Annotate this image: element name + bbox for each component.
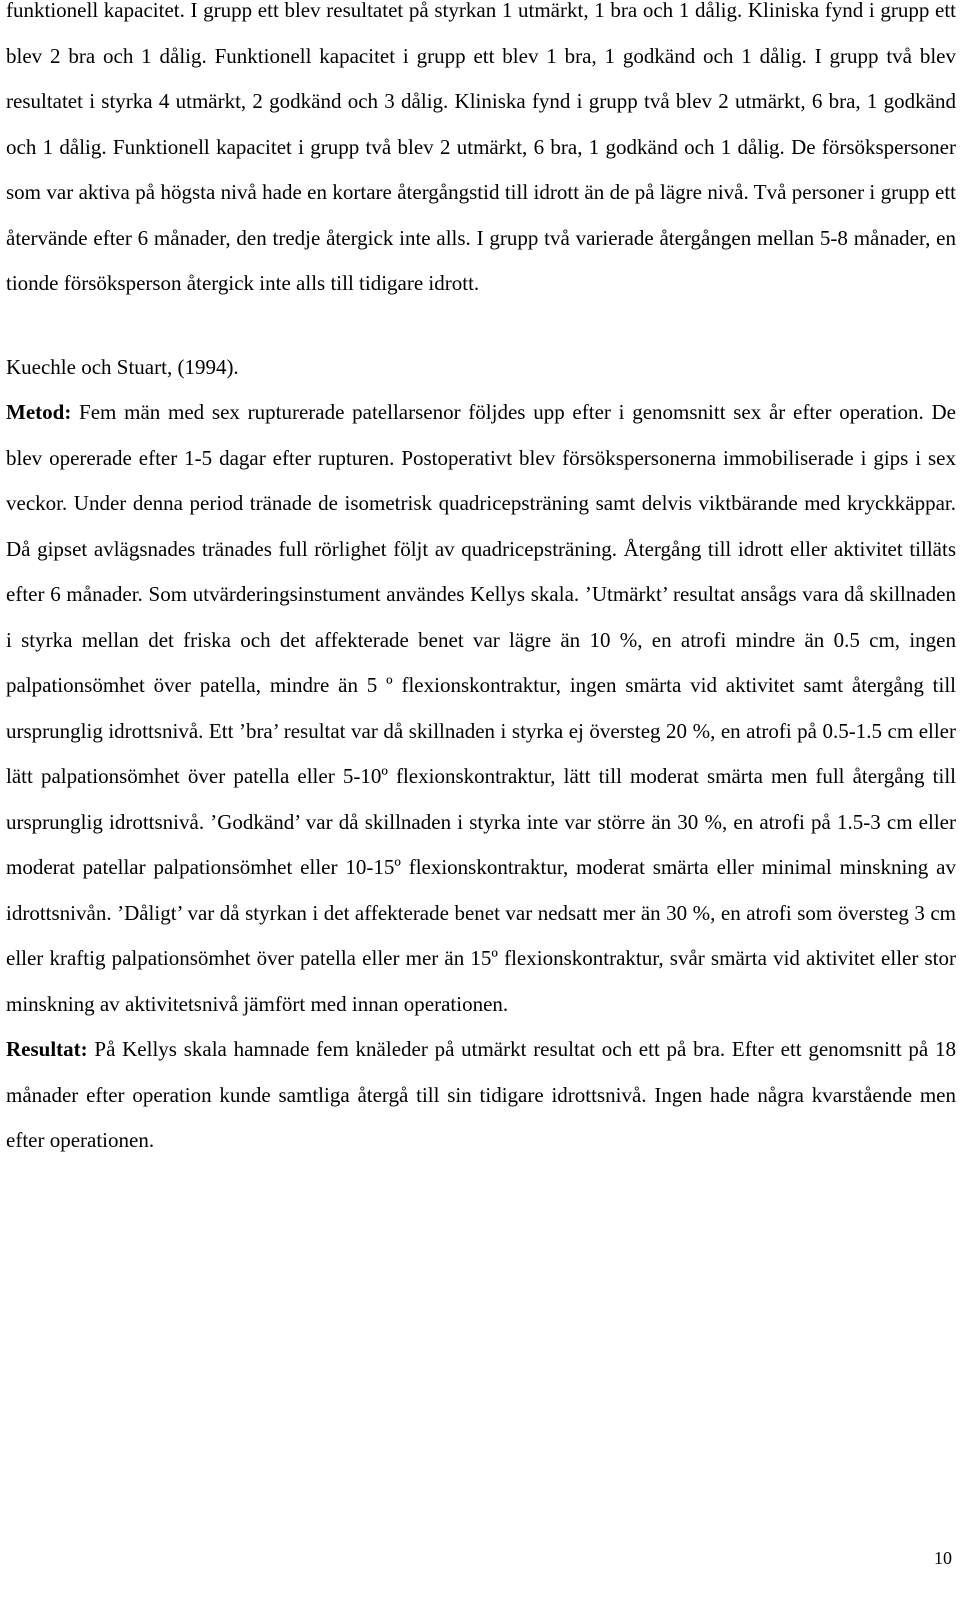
result-text: På Kellys skala hamnade fem knäleder på utmärkt resultat och ett på bra. Efter ett genomsnitt på 18 månader efter operation kunde samtliga återgå till sin tidigare idrottsnivå. Ingen hade några kvarstående men efter operationen. xyxy=(6,1037,956,1152)
page-number: 10 xyxy=(934,1548,952,1568)
result-label: Resultat: xyxy=(6,1037,88,1061)
reference-heading: Kuechle och Stuart, (1994). xyxy=(6,354,239,379)
method-paragraph xyxy=(6,390,956,1027)
paragraph-gap xyxy=(6,307,956,345)
result-paragraph xyxy=(6,1027,956,1164)
method-label: Metod: xyxy=(6,400,72,424)
document-page xyxy=(6,0,956,1164)
method-text: Fem män med sex rupturerade patellarsenor följdes upp efter i genomsnitt sex år efter operation. De blev opererade efter 1-5 dagar efter rupturen. Postoperativt blev försökspersonerna immobiliserade i gips i sex veckor. Under denna period tränade de isometrisk quadricepsträning samt delvis viktbärande med kryckkäppar. Då gipset avlägsnades tränades full rörlighet följt av quadricepsträning. Återgång till idrott eller aktivitet tilläts efter 6 månader. Som utvärderingsinstument användes Kellys skala. ’Utmärkt’ resultat ansågs vara då skillnaden i styrka mellan det friska och det affekterade benet var lägre än 10 %, en atrofi mindre än 0.5 cm, ingen palpationsömhet över patella, mindre än 5 º flexionskontraktur, ingen smärta vid aktivitet samt återgång till ursprunglig idrottsnivå. Ett ’bra’ resultat var då skillnaden i styrka ej översteg 20 %, en atrofi på 0.5-1.5 cm eller lätt palpationsömhet över patella eller 5-10º flexionskontraktur, lätt till moderat smärta men full återgång till ursprunglig idrottsnivå. ’Godkänd’ var då skillnaden i styrka inte var större än 30 %, en atrofi på 1.5-3 cm eller moderat patellar palpationsömhet eller 10-15º flexionskontraktur, moderat smärta eller minimal minskning av idrottsnivån. ’Dåligt’ var då styrkan i det affekterade benet var nedsatt mer än 30 %, en atrofi som översteg 3 cm eller kraftig palpationsömhet över patella eller mer än 15º flexionskontraktur, svår smärta vid aktivitet eller stor minskning av aktivitetsnivå jämfört med innan operationen. xyxy=(6,400,956,1016)
intro-paragraph: funktionell kapacitet. I grupp ett blev resultatet på styrkan 1 utmärkt, 1 bra och 1 dålig. Kliniska fynd i grupp ett blev 2 bra och 1 dålig. Funktionell kapacitet i grupp ett blev 1 bra, 1 godkänd och 1 dålig. I grupp två blev resultatet i styrka 4 utmärkt, 2 godkänd och 3 dålig. Kliniska fynd i grupp två blev 2 utmärkt, 6 bra, 1 godkänd och 1 dålig. Funktionell kapacitet i grupp två blev 2 utmärkt, 6 bra, 1 godkänd och 1 dålig. De försökspersoner som var aktiva på högsta nivå hade en kortare återgångstid till idrott än de på lägre nivå. Två personer i grupp ett återvände efter 6 månader, den tredje återgick inte alls. I grupp två varierade återgången mellan 5-8 månader, en tionde försöksperson återgick inte alls till tidigare idrott. xyxy=(6,0,956,295)
